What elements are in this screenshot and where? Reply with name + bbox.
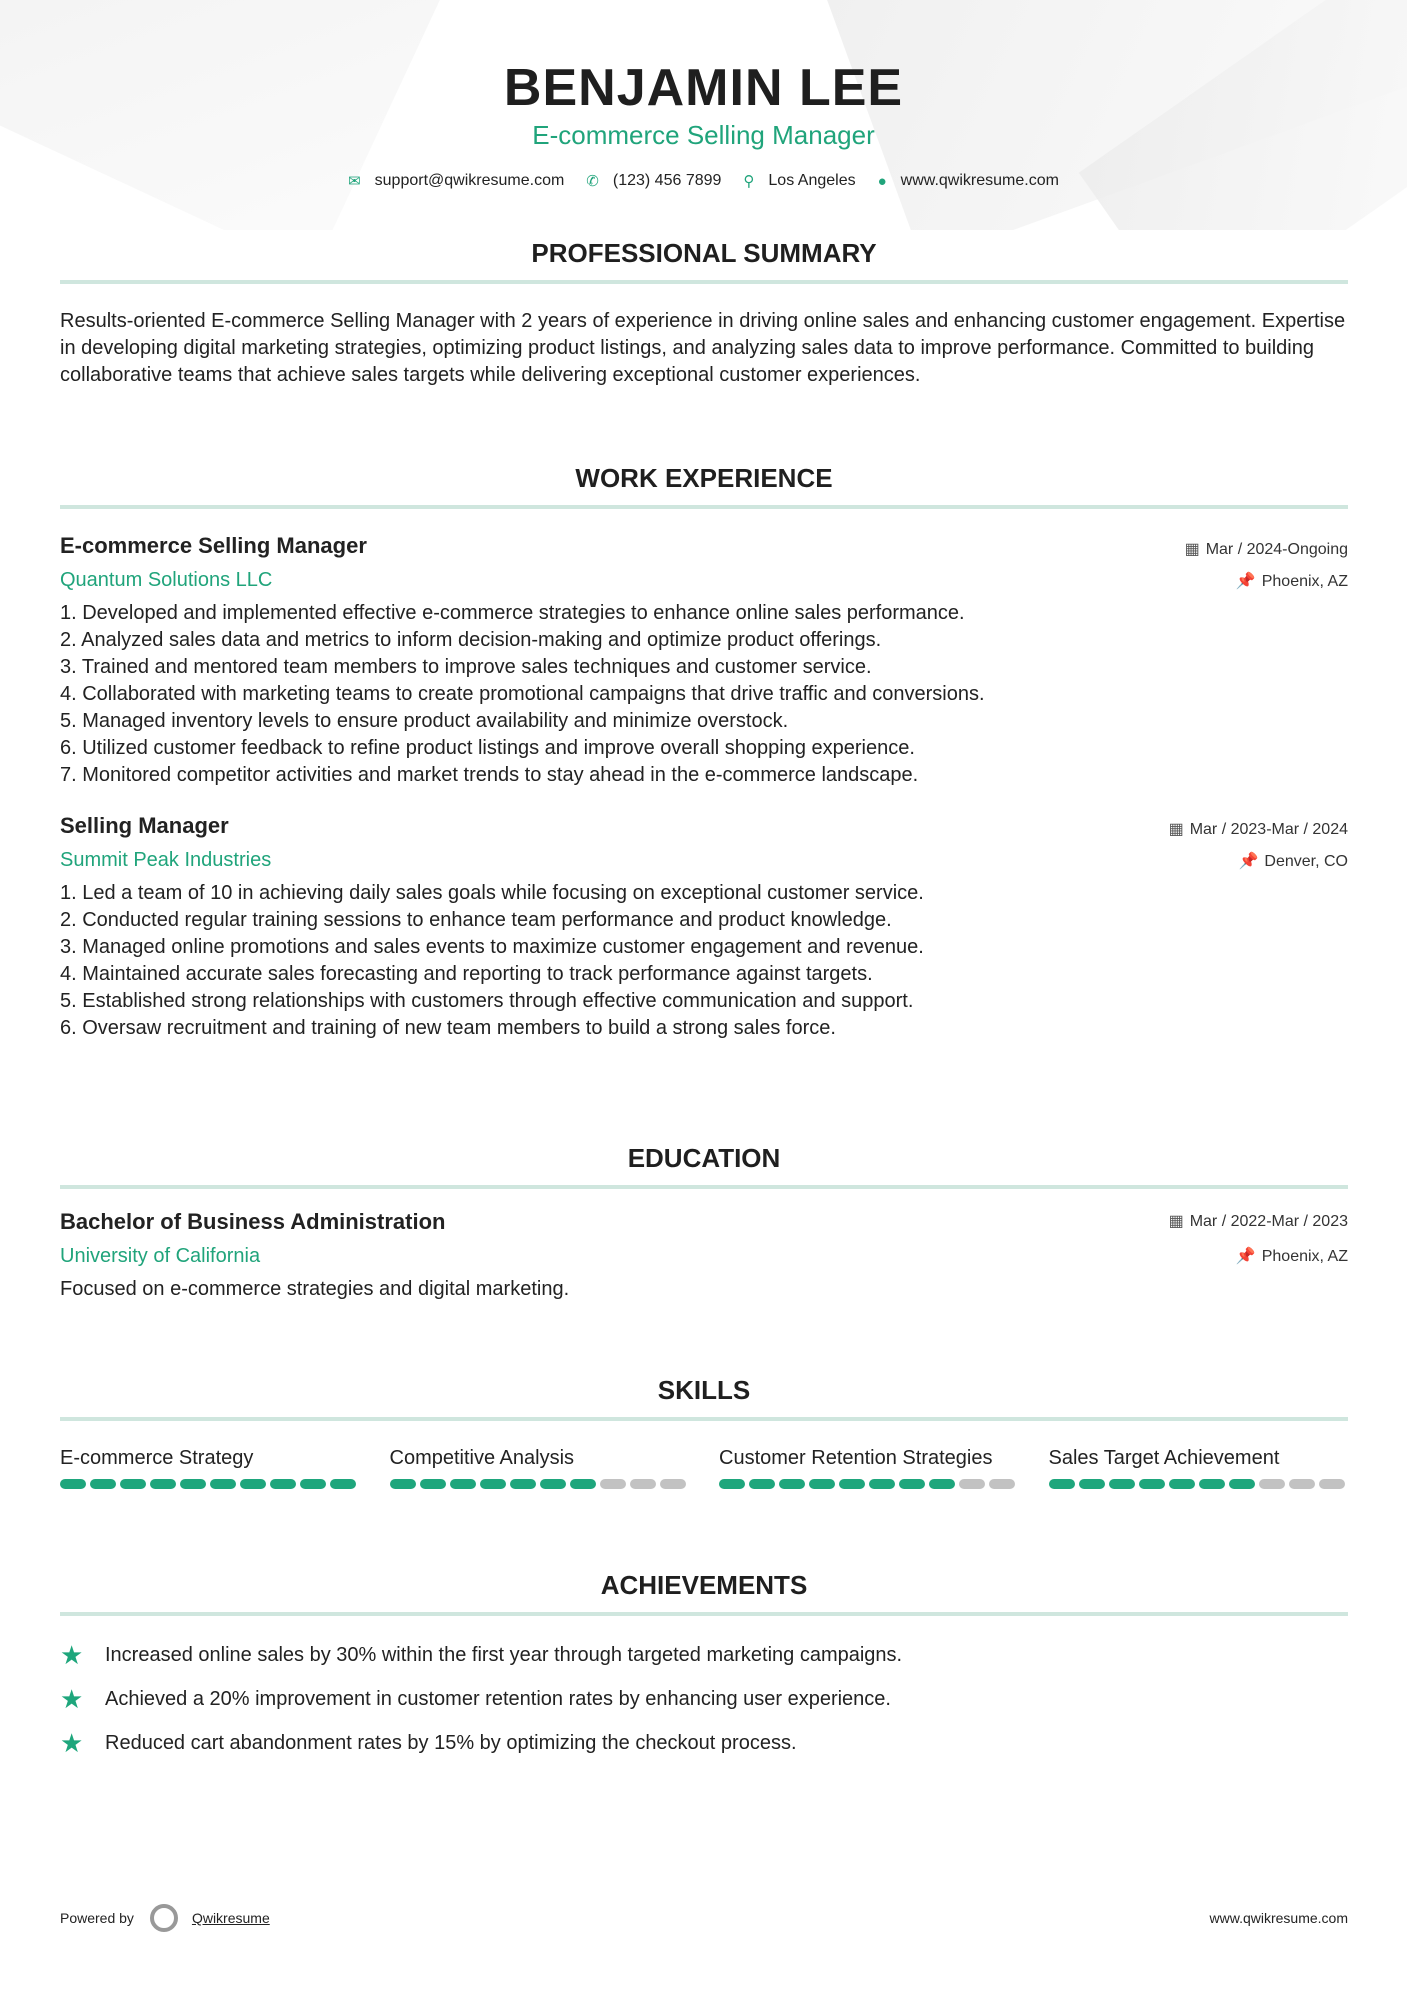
- job-entry: [60, 533, 1348, 789]
- skill-segment: [480, 1479, 506, 1489]
- star-icon: ★: [60, 1727, 84, 1758]
- job-entry: [60, 813, 1348, 1042]
- achievement-item: [60, 1633, 1348, 1677]
- skill-segment: [1319, 1479, 1345, 1489]
- qwikresume-logo-icon: [150, 1904, 178, 1932]
- job-bullet: 2. Analyzed sales data and metrics to inform decision-making and optimize product offerings.: [60, 629, 882, 651]
- skill-level-bar: [1049, 1479, 1349, 1489]
- skill-segment: [1139, 1479, 1165, 1489]
- achievement-text: Reduced cart abandonment rates by 15% by optimizing the checkout process.: [105, 1731, 797, 1754]
- footer-website[interactable]: www.qwikresume.com: [1209, 1910, 1348, 1926]
- education-dates: ▦ Mar / 2022-Mar / 2023: [1168, 1213, 1348, 1230]
- job-bullet: 7. Monitored competitor activities and market trends to stay ahead in the e-commerce landscape.: [60, 764, 919, 786]
- skill-segment: [1289, 1479, 1315, 1489]
- skill-segment: [510, 1479, 536, 1489]
- summary-section: [60, 238, 1348, 389]
- skill-segment: [1109, 1479, 1135, 1489]
- calendar-icon: ▦: [1184, 541, 1200, 558]
- skill-segment: [60, 1479, 86, 1489]
- skill-segment: [719, 1479, 745, 1489]
- skill-level-bar: [60, 1479, 360, 1489]
- section-divider: [60, 280, 1348, 284]
- pin-icon: 📌: [1235, 573, 1256, 590]
- skill-segment: [240, 1479, 266, 1489]
- job-bullet: 5. Established strong relationships with customers through effective communication and support.: [60, 990, 914, 1012]
- skill-segment: [450, 1479, 476, 1489]
- skill-name: E-commerce Strategy: [60, 1447, 254, 1469]
- job-bullet: 1. Developed and implemented effective e-commerce strategies to enhance online sales performance.: [60, 602, 965, 624]
- company: Quantum Solutions LLC: [60, 569, 273, 591]
- section-heading: ACHIEVEMENTS: [600, 1570, 808, 1600]
- job-bullet: 1. Led a team of 10 in achieving daily sales goals while focusing on exceptional customer service.: [60, 882, 924, 904]
- job-bullet: 6. Utilized customer feedback to refine product listings and improve overall shopping experience.: [60, 737, 915, 759]
- skill-segment: [1199, 1479, 1225, 1489]
- skill-segment: [959, 1479, 985, 1489]
- skill-segment: [120, 1479, 146, 1489]
- section-divider: [60, 505, 1348, 509]
- globe-icon: ●: [877, 172, 887, 190]
- skill-segment: [779, 1479, 805, 1489]
- email[interactable]: support@qwikresume.com: [374, 172, 565, 189]
- achievements-section: [60, 1570, 1348, 1765]
- skill-segment: [1229, 1479, 1255, 1489]
- brand-link[interactable]: Qwikresume: [191, 1910, 270, 1926]
- skill-segment: [630, 1479, 656, 1489]
- section-heading: PROFESSIONAL SUMMARY: [531, 238, 877, 268]
- calendar-icon: ▦: [1168, 1213, 1184, 1230]
- degree: Bachelor of Business Administration: [60, 1209, 446, 1234]
- section-heading: WORK EXPERIENCE: [575, 463, 833, 493]
- job-dates: ▦ Mar / 2024-Ongoing: [1184, 541, 1348, 558]
- skill-level-bar: [719, 1479, 1019, 1489]
- skill-segment: [180, 1479, 206, 1489]
- star-icon: ★: [60, 1639, 84, 1670]
- skill-segment: [929, 1479, 955, 1489]
- education-location: 📌 Phoenix, AZ: [1235, 1248, 1348, 1265]
- footer: [60, 1904, 1348, 1932]
- skill-segment: [1049, 1479, 1075, 1489]
- calendar-icon: ▦: [1168, 821, 1184, 838]
- job-dates: ▦ Mar / 2023-Mar / 2024: [1168, 821, 1348, 838]
- education-section: [60, 1143, 1348, 1303]
- skill-segment: [749, 1479, 775, 1489]
- candidate-title: E-commerce Selling Manager: [532, 120, 875, 150]
- section-divider: [60, 1185, 1348, 1189]
- job-bullet: 3. Trained and mentored team members to improve sales techniques and customer service.: [60, 656, 872, 678]
- skill-item: [719, 1445, 1019, 1489]
- achievement-text: Achieved a 20% improvement in customer retention rates by enhancing user experience.: [105, 1687, 891, 1710]
- skill-segment: [989, 1479, 1015, 1489]
- skill-segment: [330, 1479, 356, 1489]
- skill-segment: [540, 1479, 566, 1489]
- job-bullet: 3. Managed online promotions and sales events to maximize customer engagement and revenue.: [60, 936, 924, 958]
- job-bullet: 5. Managed inventory levels to ensure product availability and minimize overstock.: [60, 710, 789, 732]
- skill-segment: [270, 1479, 296, 1489]
- skill-segment: [839, 1479, 865, 1489]
- pin-icon: 📌: [1235, 1248, 1256, 1265]
- skill-segment: [570, 1479, 596, 1489]
- achievement-item: [60, 1721, 1348, 1765]
- job-bullet: 6. Oversaw recruitment and training of new team members to build a strong sales force.: [60, 1017, 836, 1039]
- location-pin-icon: ⚲: [743, 173, 755, 190]
- section-divider: [60, 1612, 1348, 1616]
- job-bullet: 4. Collaborated with marketing teams to create promotional campaigns that drive traffic and conversions.: [60, 683, 985, 705]
- skill-segment: [210, 1479, 236, 1489]
- skill-segment: [809, 1479, 835, 1489]
- job-title: Selling Manager: [60, 813, 229, 838]
- job-bullet: 4. Maintained accurate sales forecasting and reporting to track performance against targets.: [60, 963, 873, 985]
- skill-segment: [600, 1479, 626, 1489]
- work-section: [60, 463, 1348, 1042]
- job-location: 📌 Phoenix, AZ: [1235, 573, 1348, 590]
- achievement-text: Increased online sales by 30% within the first year through targeted marketing campaigns.: [105, 1643, 903, 1666]
- skill-segment: [660, 1479, 686, 1489]
- email-icon: ✉: [348, 173, 361, 190]
- achievement-item: [60, 1677, 1348, 1721]
- pin-icon: 📌: [1238, 853, 1259, 870]
- powered-by: Powered by: [60, 1910, 134, 1926]
- school: University of California: [60, 1245, 261, 1267]
- skill-name: Customer Retention Strategies: [719, 1447, 993, 1469]
- skill-segment: [1169, 1479, 1195, 1489]
- job-title: E-commerce Selling Manager: [60, 533, 367, 558]
- summary-text: Results-oriented E-commerce Selling Manager with 2 years of experience in driving online sales and enhancing customer engagement. Expertise in developing digital marketing strategies, optimizing product listings, and analyzing sales data to improve performance. Committed to building collaborative teams that achieve sales targets while delivering exceptional customer experiences.: [60, 310, 1346, 386]
- skills-section: [60, 1375, 1348, 1489]
- skill-segment: [390, 1479, 416, 1489]
- skill-segment: [899, 1479, 925, 1489]
- job-bullet: 2. Conducted regular training sessions to enhance team performance and product knowledge.: [60, 909, 892, 931]
- skill-segment: [1079, 1479, 1105, 1489]
- location: Los Angeles: [768, 172, 856, 189]
- section-heading: EDUCATION: [627, 1143, 781, 1173]
- job-location: 📌 Denver, CO: [1238, 853, 1348, 870]
- skill-segment: [90, 1479, 116, 1489]
- education-description: Focused on e-commerce strategies and digital marketing.: [60, 1278, 570, 1300]
- section-divider: [60, 1417, 1348, 1421]
- star-icon: ★: [60, 1683, 84, 1714]
- phone: (123) 456 7899: [612, 172, 722, 189]
- skill-segment: [420, 1479, 446, 1489]
- skill-segment: [869, 1479, 895, 1489]
- skill-segment: [150, 1479, 176, 1489]
- skill-segment: [300, 1479, 326, 1489]
- candidate-name: BENJAMIN LEE: [503, 59, 904, 117]
- website[interactable]: www.qwikresume.com: [900, 172, 1059, 189]
- skill-segment: [1259, 1479, 1285, 1489]
- skill-item: [60, 1445, 360, 1489]
- contact-bar: [0, 172, 1407, 190]
- company: Summit Peak Industries: [60, 849, 272, 871]
- phone-icon: ✆: [586, 173, 599, 190]
- skill-level-bar: [390, 1479, 690, 1489]
- skill-item: [1049, 1445, 1349, 1489]
- section-heading: SKILLS: [657, 1375, 751, 1405]
- skill-name: Competitive Analysis: [389, 1447, 575, 1469]
- skill-item: [390, 1445, 690, 1489]
- skill-name: Sales Target Achievement: [1048, 1447, 1280, 1469]
